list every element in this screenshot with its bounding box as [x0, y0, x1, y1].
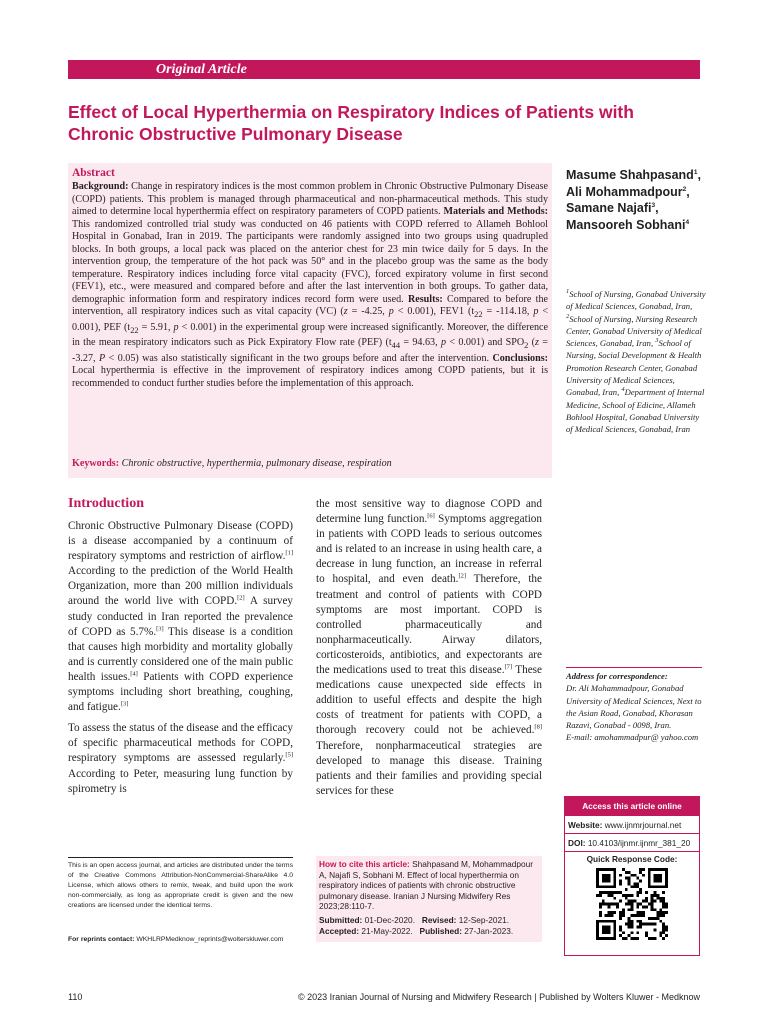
results-text: = 94.63, [400, 337, 441, 349]
qr-code-icon[interactable] [565, 868, 699, 942]
affil-sup: 3 [655, 337, 659, 345]
author-affil-sup: 3 [651, 201, 656, 209]
qr-row [565, 851, 699, 955]
results-stat: z [343, 306, 348, 317]
paragraph-text: Therefore, nonpharmaceutical strategies are developed to manage this disease. Training patients and their families and providing special services for these [316, 739, 542, 797]
affil-text: School of Nursing, Nursing Research Center, Gonabad University of Medical Sciences, Gonabad, Iran, [566, 313, 702, 349]
keywords-label: Keywords: [72, 458, 120, 469]
results-text: < 0.05) was also statistically significant in the two groups before and after the intervention. [105, 352, 493, 364]
results-stat: p [173, 321, 179, 333]
results-text: < 0.001) and SPO [446, 337, 525, 349]
author-name: Masume Shahpasand$^1$, [566, 168, 701, 182]
reprints-contact [68, 936, 308, 943]
body-column-middle [316, 497, 542, 805]
abstract-box [68, 163, 552, 478]
how-to-cite-box [316, 856, 542, 942]
paragraph-text: Symptoms aggregation in patients with COPD leads to serious outcomes and is related to an increase in using health care, a decrease in lung function, an increase in referral to hospital, and even death. [316, 513, 542, 586]
doi-link[interactable]: 10.4103/ijnmr.ijnmr_381_20 [585, 838, 691, 848]
results-text: = -3.27, [72, 337, 549, 364]
footer-copyright: © 2023 Iranian Journal of Nursing and Midwifery Research | Published by Wolters Kluwer - Medknow [298, 992, 700, 1002]
results-label: Results: [407, 293, 443, 305]
paragraph-text: the most sensitive way to diagnose COPD and determine lung function. [316, 498, 542, 526]
citation-ref[interactable]: [2] [237, 594, 245, 602]
access-online-box [564, 796, 700, 956]
background-text: Change in respiratory indices is the most common problem in Chronic Obstructive Pulmonary Disease (COPD) patients. This problem is managed through pharmaceutical and non-pharmaceutical methods. This study aimed to determine local hyperthermia effect on respiratory parameters of COPD patients. [72, 181, 548, 217]
paragraph-text: This disease is a condition that causes high morbidity and mortality globally and is currently considered one of the main public health issues. [68, 625, 293, 683]
abstract-body [72, 181, 548, 390]
author-name-text: Mansooreh Sobhani [566, 217, 686, 232]
citation-label: How to cite this article: [319, 859, 410, 869]
correspondence-address: Dr. Ali Mohammadpour, Gonabad University of Medical Sciences, Next to the Asian Road, Gonabad, Khorasan Razavi, Gonabad - 0098, Iran. [566, 683, 702, 731]
citation-ref[interactable]: [6] [427, 512, 435, 520]
author-affil-sup: 1 [693, 168, 698, 176]
correspondence-email[interactable]: E-mail: amohammadpur@ yahoo.com [566, 732, 699, 743]
methods-label: Materials and Methods: [443, 206, 549, 217]
affil-text: Department of Internal Medicine, School of Edicine, Allameh Bohlool Hospital, Gonabad University of Medical Sciences, Gonabad, Iran [566, 387, 705, 435]
citation-ref[interactable]: [2] [458, 572, 467, 580]
conclusions-label: Conclusions: [492, 352, 548, 364]
citation-ref[interactable]: [4] [130, 670, 138, 678]
results-text: < 0.001) in the experimental group were increased significantly. Moreover, the difference in the mean respiratory indicators such as Pick Expiratory Flow rate (PEF) (t [72, 321, 549, 349]
results-text: ( [528, 337, 536, 349]
results-stat: p [388, 306, 394, 317]
results-subscript: 44 [391, 341, 401, 351]
affil-sup: 1 [566, 288, 570, 296]
published-label: Published: [419, 925, 462, 936]
paragraph-text: To assess the status of the disease and the efficacy of specific pharmaceutical methods for COPD, respiratory symptoms are assessed regularly. [68, 722, 293, 765]
citation-text [319, 859, 539, 912]
results-stat: p [440, 337, 446, 349]
citation-ref[interactable]: [8] [534, 723, 542, 731]
citation-ref[interactable]: [3] [120, 700, 129, 708]
submitted-date: 01-Dec-2020. [362, 914, 415, 925]
keywords-text: Chronic obstructive, hyperthermia, pulmonary disease, respiration [119, 458, 392, 469]
results-subscript: 22 [474, 310, 483, 320]
affil-sup: 2 [566, 312, 570, 320]
author-name: Ali Mohammadpour$^2$, [566, 184, 690, 199]
paragraph-text: According to the prediction of the World Health Organization, more than 200 million individuals around the world live with COPD. [68, 565, 293, 608]
accepted-date: 21-May-2022. [359, 925, 413, 936]
body-column-left [68, 519, 293, 803]
section-label: Original Article [156, 62, 247, 77]
methods-text: This randomized controlled trial study was conducted on 46 patients with COPD referred to Allameh Bohlool Hospital in Gonabad, Iran in 2019. The participants were randomly assigned into two groups using quadrupled blocks. In both groups, a local pack was placed on the anterior chest for 23 min twice daily for 5 days. In the intervention group, the temperature of the hot pack was 50° and in the placebo group was the same as the body temperature. Respiratory indices including force vital capacity (FVC), forced expiratory volume in first second (FEV1), etc., were measured and compared before and after the last intervention in both groups. To gather data, demographic information form and respiratory indices record form were used. [72, 218, 548, 305]
author-name-text: Ali Mohammadpour [566, 184, 683, 199]
results-text: Compared to before the intervention, all respiratory indices such as vital capacity (VC) ( [72, 293, 548, 317]
correspondence-label: Address for correspondence: [566, 671, 668, 681]
reprints-email[interactable]: WKHLRPMedknow_reprints@wolterskluwer.com [134, 936, 284, 943]
article-title [68, 101, 688, 145]
conclusions-text: Local hyperthermia is effective in the improvement of respiratory indices among COPD patients, but it is recommended to conduct further studies before the implementation of this approach. [72, 365, 548, 389]
submitted-label: Submitted: [319, 914, 363, 925]
qr-label: Quick Response Code: [586, 854, 678, 864]
paragraph-text: A survey study conducted in Iran reported the prevalence of COPD as 5.7%. [68, 595, 294, 638]
abstract-heading: Abstract [72, 167, 115, 179]
results-text: < 0.001), FEV1 (t [393, 306, 475, 317]
paragraph-text: Patients with COPD experience symptoms including short breathing, coughing, and fatigue. [68, 670, 293, 714]
author-name-text: Masume Shahpasand [566, 168, 694, 182]
accepted-label: Accepted: [319, 925, 360, 936]
citation-body: Shahpasand M, Mohammadpour A, Najafi S, Sobhani M. Effect of local hyperthermia on respiratory indices of patients with chronic obstructive pulmonary disease. Iranian J Nursing Midwifery Res 2023;28:110-7. [319, 859, 533, 912]
affil-text: School of Nursing, Social Development & Health Promotion Research Center, Gonabad University of Medical Sciences, Gonabad, Iran, [566, 338, 702, 398]
author-affiliations [566, 288, 706, 436]
paragraph-text: These medications cause unexpected side effects in addition to useful effects and despite the high costs of treatment for patients with COPD, a thorough recovery could not be achieved. [316, 664, 543, 737]
author-name: Samane Najafi$^3$, [566, 201, 659, 215]
page-number: 110 [68, 992, 83, 1002]
results-stat: p [533, 306, 539, 317]
author-affil-sup: 2 [682, 185, 687, 193]
author-name-text: Samane Najafi [566, 201, 652, 215]
paragraph-text: According to Peter, measuring lung function by spirometry is [68, 767, 293, 795]
revised-label: Revised: [421, 914, 457, 925]
paragraph-text: Chronic Obstructive Pulmonary Disease (COPD) is a disease accompanied by a continuum of respiratory symptoms and restriction of airflow. [68, 520, 293, 563]
author-name [566, 217, 706, 234]
results-subscript: 2 [524, 341, 529, 351]
article-dates [319, 915, 539, 936]
website-label: Website: [568, 820, 603, 830]
keywords [72, 458, 392, 471]
results-text: = -4.25, [347, 306, 389, 317]
published-date: 27-Jan-2023. [461, 925, 514, 936]
author-affil-sup: 4 [685, 218, 690, 226]
background-label: Background: [72, 181, 129, 192]
results-text: < 0.001), PEF (t [72, 306, 549, 333]
access-heading: Access this article online [565, 797, 699, 815]
doi-label: DOI: [568, 838, 586, 848]
results-text: = -114.18, [482, 306, 534, 317]
author-list [566, 167, 706, 233]
title-line-1: Effect of Local Hyperthermia on Respiratory Indices of Patients with [68, 102, 634, 122]
affil-text: School of Nursing, Gonabad University of Medical Sciences, Gonabad, Iran, [566, 289, 706, 312]
correspondence [566, 667, 702, 744]
doi-row[interactable] [565, 833, 699, 851]
results-stat: P [98, 352, 106, 364]
introduction-heading: Introduction [68, 496, 144, 511]
results-subscript: 22 [130, 325, 139, 335]
title-line-2: Chronic Obstructive Pulmonary Disease [68, 124, 403, 144]
revised-date: 12-Sep-2021. [456, 914, 510, 925]
license-notice: This is an open access journal, and articles are distributed under the terms of the Creative Commons Attribution-NonCommercial-ShareAlike 4.0 License, which allows others to remix, tweak, and build upon the work non-commercially, as long as appropriate credit is given and the new creations are licensed under the identical terms. [68, 857, 293, 911]
citation-ref[interactable]: [1] [285, 549, 293, 557]
paragraph [68, 721, 293, 796]
reprints-label: For reprints contact: [68, 936, 135, 943]
website-link[interactable]: www.ijnmrjournal.net [602, 820, 682, 830]
citation-ref[interactable]: [3] [156, 624, 164, 632]
paragraph [316, 497, 542, 799]
paragraph-text: Therefore, the treatment and control of patients with COPD symptoms are most important. COPD is controlled pharmaceutically and nonpharmaceutically. Airway dilators, corticosteroids, antibiotics, and expectorants are the medications used to treat this disease. [316, 573, 542, 677]
citation-ref[interactable]: [7] [504, 663, 513, 671]
results-text: = 5.91, [138, 321, 174, 333]
affil-sup: 4 [621, 386, 625, 394]
paragraph [68, 519, 293, 715]
website-row[interactable] [565, 815, 699, 833]
citation-ref[interactable]: [5] [285, 751, 293, 759]
results-stat: z [535, 337, 539, 349]
